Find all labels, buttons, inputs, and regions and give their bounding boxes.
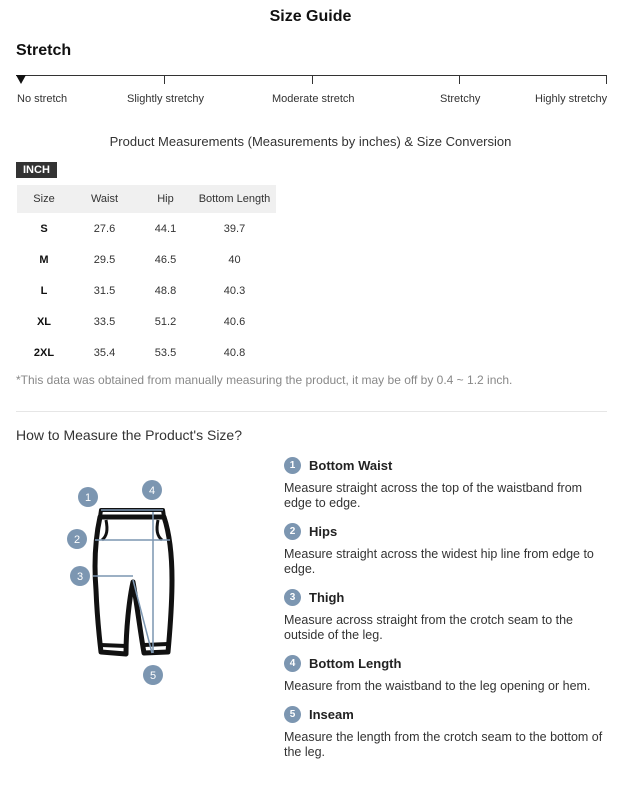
diagram-marker-label: 5 [149,670,157,682]
step-number-badge: 2 [284,523,301,540]
cell-size: M [39,253,49,266]
measurements-heading: Product Measurements (Measurements by inches) & Size Conversion [109,134,512,149]
cell-bottom-length: 40.3 [223,284,246,297]
stretch-label-none: No stretch [17,93,68,105]
stretch-label-highly: Highly stretchy [535,93,608,105]
unit-badge-inch[interactable]: INCH [16,162,57,178]
table-row [17,306,276,337]
cell-bottom-length: 40 [228,253,241,266]
step-hips [284,522,614,577]
cell-bottom-length: 40.6 [223,315,246,328]
table-row [17,244,276,275]
step-bottom-waist [284,456,614,511]
step-description: Measure across straight from the crotch seam to the outside of the leg. [284,613,574,642]
diagram-marker-label: 4 [148,485,156,497]
size-table-header [17,185,276,213]
step-description: Measure from the waistband to the leg opening or hem. [284,679,591,693]
stretch-tick [606,75,607,84]
stretch-label-stretchy: Stretchy [440,93,481,105]
cell-hip: 44.1 [154,222,177,235]
measurement-steps [284,456,614,771]
step-title: Thigh [309,589,345,605]
cell-waist: 29.5 [93,253,116,266]
stretch-label-slight: Slightly stretchy [127,93,205,105]
pants-icon [60,470,210,695]
column-header-waist: Waist [71,185,138,213]
column-header-bottom-length: Bottom Length [193,185,276,213]
cell-hip: 46.5 [154,253,177,266]
step-thigh [284,588,614,643]
step-number-badge: 1 [284,457,301,474]
how-to-measure-heading: How to Measure the Product's Size? [16,427,243,443]
pants-measurement-diagram [60,470,210,695]
cell-size: S [40,222,48,235]
cell-waist: 35.4 [93,346,116,359]
step-description: Measure straight across the widest hip line from edge to edge. [284,547,594,576]
diagram-marker-label: 2 [73,534,81,546]
stretch-selected-marker-icon [16,75,26,84]
step-inseam [284,705,614,760]
cell-waist: 27.6 [93,222,116,235]
step-title: Hips [309,523,338,539]
cell-waist: 33.5 [93,315,116,328]
page-title: Size Guide [269,8,352,25]
cell-hip: 53.5 [154,346,177,359]
table-row [17,275,276,306]
diagram-marker-label: 1 [84,492,92,504]
measurement-disclaimer: *This data was obtained from manually measuring the product, it may be off by 0.4 ~ 1.2 inch. [16,373,513,387]
cell-bottom-length: 39.7 [223,222,246,235]
step-title: Bottom Length [309,655,402,671]
step-bottom-length [284,654,614,694]
cell-waist: 31.5 [93,284,116,297]
stretch-label-moderate: Moderate stretch [272,93,355,105]
step-description: Measure straight across the top of the waistband from edge to edge. [284,481,583,510]
stretch-heading: Stretch [16,42,72,59]
cell-size: XL [36,315,52,328]
cell-size: 2XL [33,346,55,359]
step-title: Inseam [309,706,354,722]
diagram-marker-label: 3 [76,571,84,583]
cell-size: L [40,284,48,297]
step-description: Measure the length from the crotch seam to the bottom of the leg. [284,730,603,759]
step-number-badge: 4 [284,655,301,672]
column-header-size: Size [17,185,71,213]
cell-hip: 48.8 [154,284,177,297]
stretch-tick [459,75,460,84]
step-title: Bottom Waist [309,457,393,473]
table-row [17,213,276,244]
table-row [17,337,276,368]
stretch-tick [312,75,313,84]
cell-bottom-length: 40.8 [223,346,246,359]
stretch-tick [164,75,165,84]
cell-hip: 51.2 [154,315,177,328]
step-number-badge: 3 [284,589,301,606]
size-table [17,185,276,368]
step-number-badge: 5 [284,706,301,723]
stretch-scale [16,70,607,110]
section-divider [16,411,607,412]
column-header-hip: Hip [138,185,193,213]
